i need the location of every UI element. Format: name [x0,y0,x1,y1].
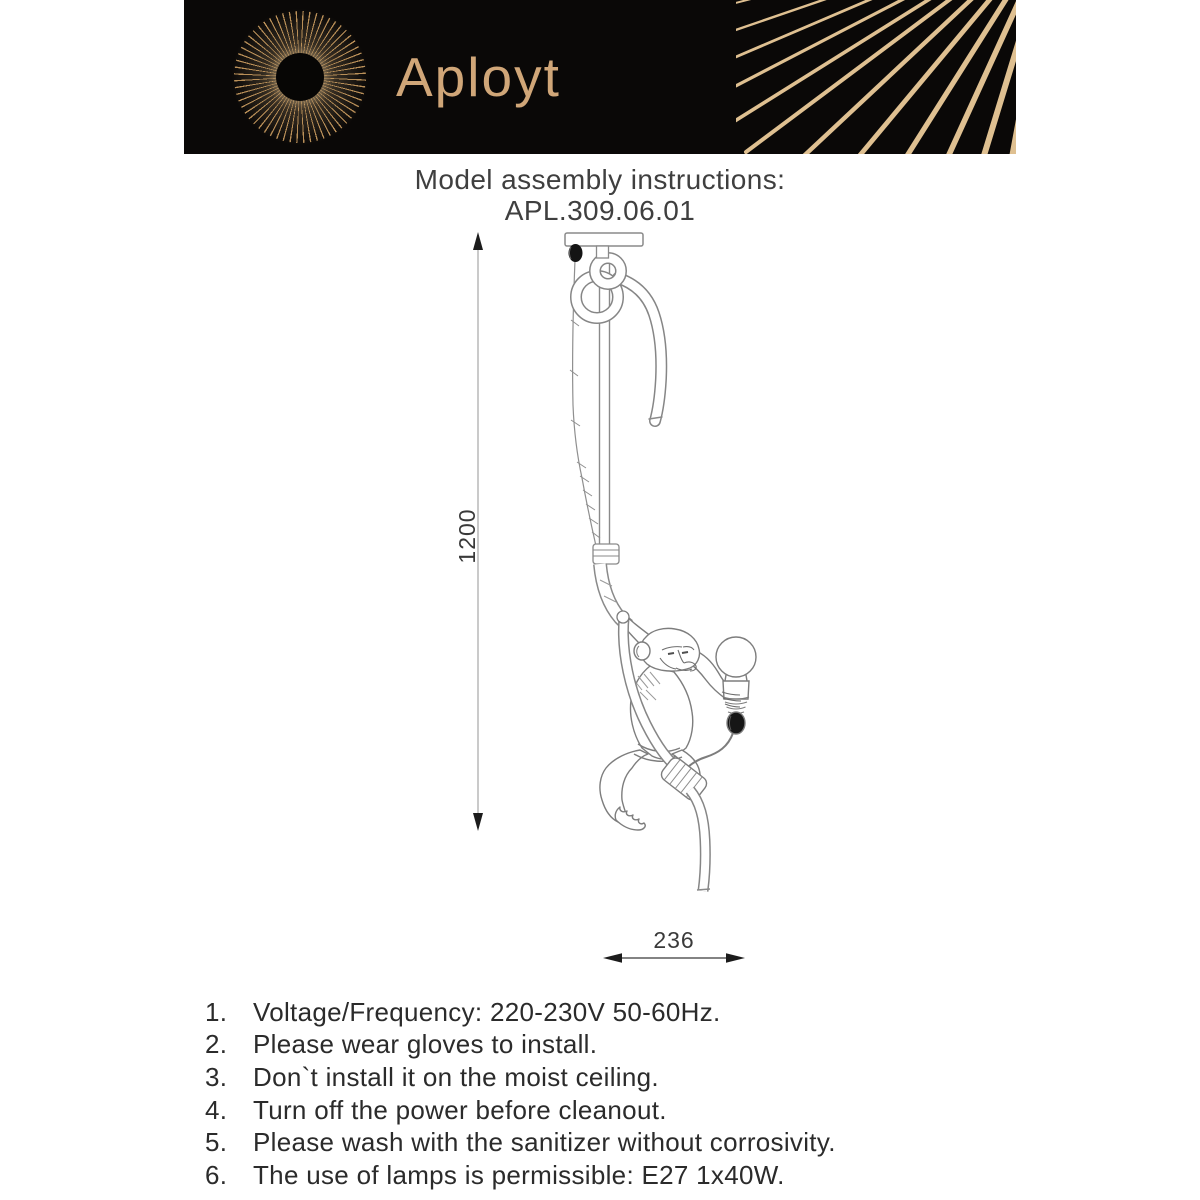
list-item [205,1029,1065,1062]
dimension-horizontal [603,953,745,963]
item-text: Please wear gloves to install. [253,1029,598,1060]
rope-knot [576,258,662,421]
item-text: Please wash with the sanitizer without corrosivity. [253,1127,836,1158]
rod-collar [593,544,620,564]
width-dimension-label: 236 [653,927,695,953]
rope-tail [690,790,710,891]
monkey-hand [617,611,629,623]
model-code: APL.309.06.01 [504,195,696,226]
ceiling-canopy [565,233,643,262]
list-item [205,1094,1065,1127]
instructions-list [205,996,1065,1192]
item-text: Turn off the power before cleanout. [253,1094,667,1125]
item-number: 3. [205,1061,228,1092]
item-number: 6. [205,1159,228,1190]
title-line: Model assembly instructions: [414,164,786,195]
item-text: Don`t install it on the moist ceiling. [253,1061,659,1092]
list-item [205,996,1065,1029]
item-text: Voltage/Frequency: 220-230V 50-60Hz. [253,996,721,1027]
list-item [205,1159,1065,1192]
item-text: The use of lamps is permissible: E27 1x40W. [253,1159,785,1190]
item-number: 1. [205,996,228,1027]
brand-name: Aployt [396,46,561,108]
item-number: 5. [205,1127,228,1158]
list-item [205,1061,1065,1094]
item-number: 4. [205,1094,228,1125]
rod [600,258,610,545]
cable-knob [569,244,583,262]
item-number: 2. [205,1029,228,1060]
list-item [205,1126,1065,1159]
height-dimension-label: 1200 [454,508,480,564]
